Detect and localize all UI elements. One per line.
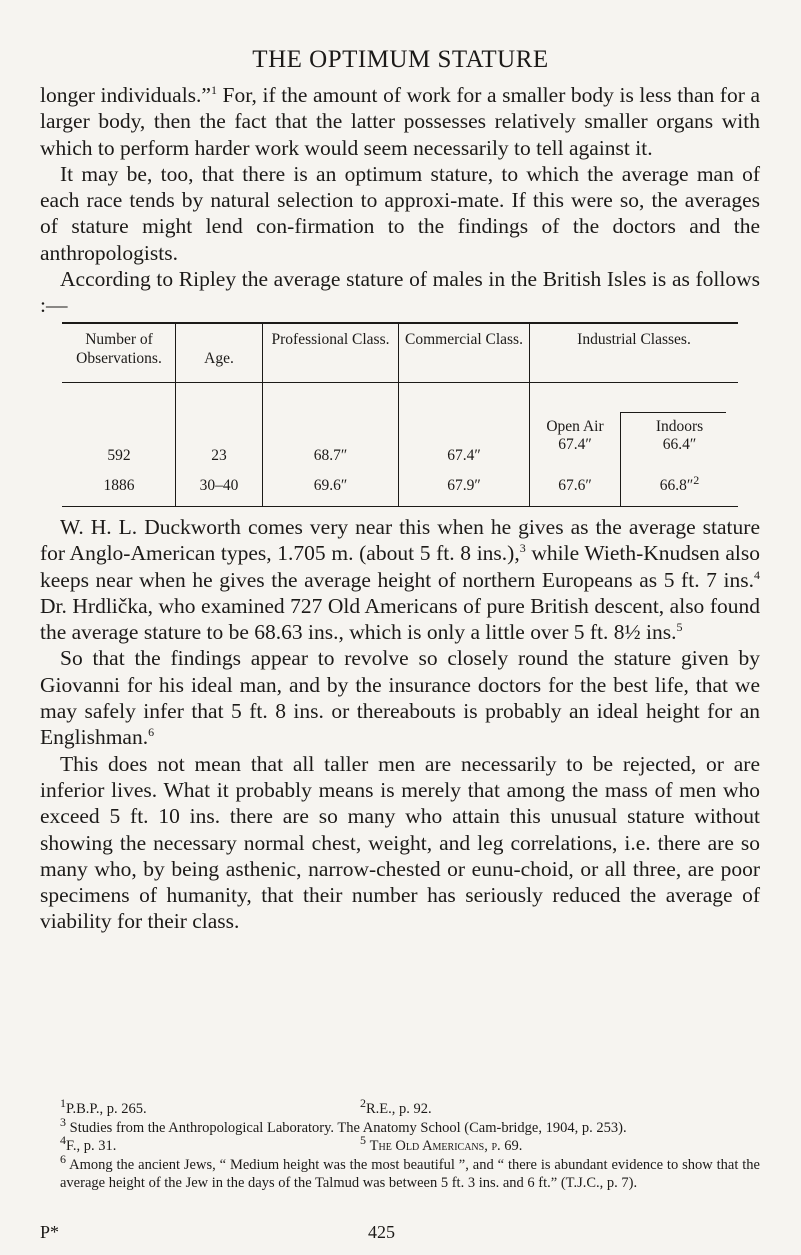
footnote-ref-4: 4 [754, 567, 760, 582]
top-paragraphs [40, 82, 760, 319]
footnote-row: $^4$F., p. 31. $^5$ The Old Americans, p. 69. [60, 1133, 523, 1155]
footnote-ref-1: 1 [210, 82, 217, 97]
table-header-rule [62, 382, 738, 383]
paragraph-4: W. H. L. Duckworth comes very near this when he gives as the average stature for Anglo-American types, 1.705 m. (about 5 ft. 8 ins.),$^3$ while Wieth-Knudsen also keeps near when he gives the average height of northern Europeans as 5 ft. 7 ins.$^4$ Dr. Hrdlička, who examined 727 Old Americans of pure British descent, also found the average stature to be 68.63 ins., which is only a little over 5 ft. 8½ ins.$^5$ [40, 515, 760, 645]
footnote-3: Studies from the Anthropological Laboratory. The Anatomy School (Cam-bridge, 1904, p. 253). [69, 1119, 627, 1136]
footnote-row: $^3$ Studies from the Anthropological Laboratory. The Anatomy School (Cam-bridge, 1904, p. 253). [60, 1114, 627, 1136]
footnote-5: The Old Americans, p. 69. [369, 1138, 523, 1155]
footnote-ref-3: 3 [519, 541, 526, 556]
signature-mark: P* [40, 1222, 60, 1242]
footnote-row: $^6$ Among the ancient Jews, “ Medium height was the most beautiful ”, and “ there is abundant evidence to show that the average height of the Jew in the days of the Talmud was between 5 ft. 3 ins. and 6 ft.” (T.J.C., p. 7). [60, 1151, 760, 1192]
page-number: 425 [368, 1222, 395, 1242]
footnote-row: $^1$P.B.P., p. 265. $^2$R.E., p. 92. [60, 1096, 432, 1117]
table-top-rule [62, 322, 738, 324]
footnote-ref-6: 6 [148, 725, 155, 740]
table-bottom-rule [62, 506, 738, 507]
industrial-sub-rule [620, 412, 726, 413]
header-observations: Number of Observations. [76, 331, 162, 367]
header-commercial: Commercial Class. [405, 331, 523, 348]
footnotes [40, 1096, 760, 1193]
header-age: Age. [204, 350, 234, 367]
footnote-6: Among the ancient Jews, “ Medium height was the most beautiful ”, and “ there is abundant evidence to show that the average height of the Jew in the days of the Talmud was between 5 ft. 3 ins. and 6 ft.” (T.J.C., p. 7). [60, 1156, 760, 1192]
footnote-ref-5: 5 [676, 620, 683, 635]
running-header: THE OPTIMUM STATURE [252, 46, 549, 73]
paragraph-3: According to Ripley the average stature of males in the British Isles is as follows :— [40, 267, 760, 318]
stature-table: Number of Observations. Age. Professional Class. Commercial Class. Industrial Classes. Open Air Indoors 592 23 68.7″ 67.4″ 67.4″ 66.4″ 1886 30–40 69.6″ 67.9″ 67.6″ 66.8″$^2$ [40, 322, 760, 507]
header-industrial: Industrial Classes. [577, 331, 691, 348]
footnote-4: F., p. 31. [66, 1138, 117, 1155]
header-professional: Professional Class. [271, 331, 390, 348]
bottom-paragraphs [40, 514, 760, 935]
footnote-1: P.B.P., p. 265. [66, 1101, 147, 1117]
paragraph-1: longer individuals.”$^1$ For, if the amount of work for a smaller body is less than for a larger body, then the fact that the latter possesses relatively smaller organs with which to perform harder work would seem necessarily to tell against it. [40, 82, 760, 160]
paragraph-5: So that the findings appear to revolve so closely round the stature given by Giovanni for his ideal man, and by the insurance doctors for the best life, that we may safely infer that 5 ft. 8 ins. or thereabouts is probably an ideal height for an Englishman.$^6$ [40, 646, 760, 750]
paragraph-2: It may be, too, that there is an optimum stature, to which the average man of each race tends by natural selection to approxi-mate. If this were so, the averages of stature might lend con-firmation to the findings of the doctors and the anthropologists. [40, 161, 760, 265]
header-open-air: Open Air [546, 418, 604, 435]
header-indoors: Indoors [655, 418, 704, 435]
footnote-ref-2: 2 [693, 472, 700, 487]
paragraph-6: This does not mean that all taller men are necessarily to be rejected, or are inferior lives. What it probably means is merely that among the mass of men who exceed 5 ft. 10 ins. there are so many who attain this unusual stature without showing the necessary normal chest, weight, and leg correlations, i.e. there are so many who, by being asthenic, narrow-chested or eunu-choid, or all three, are poor specimens of humanity, that their number has seriously reduced the average of viability for their class. [40, 751, 760, 934]
page-footer [40, 1222, 760, 1243]
footnote-2: R.E., p. 92. [366, 1101, 432, 1117]
